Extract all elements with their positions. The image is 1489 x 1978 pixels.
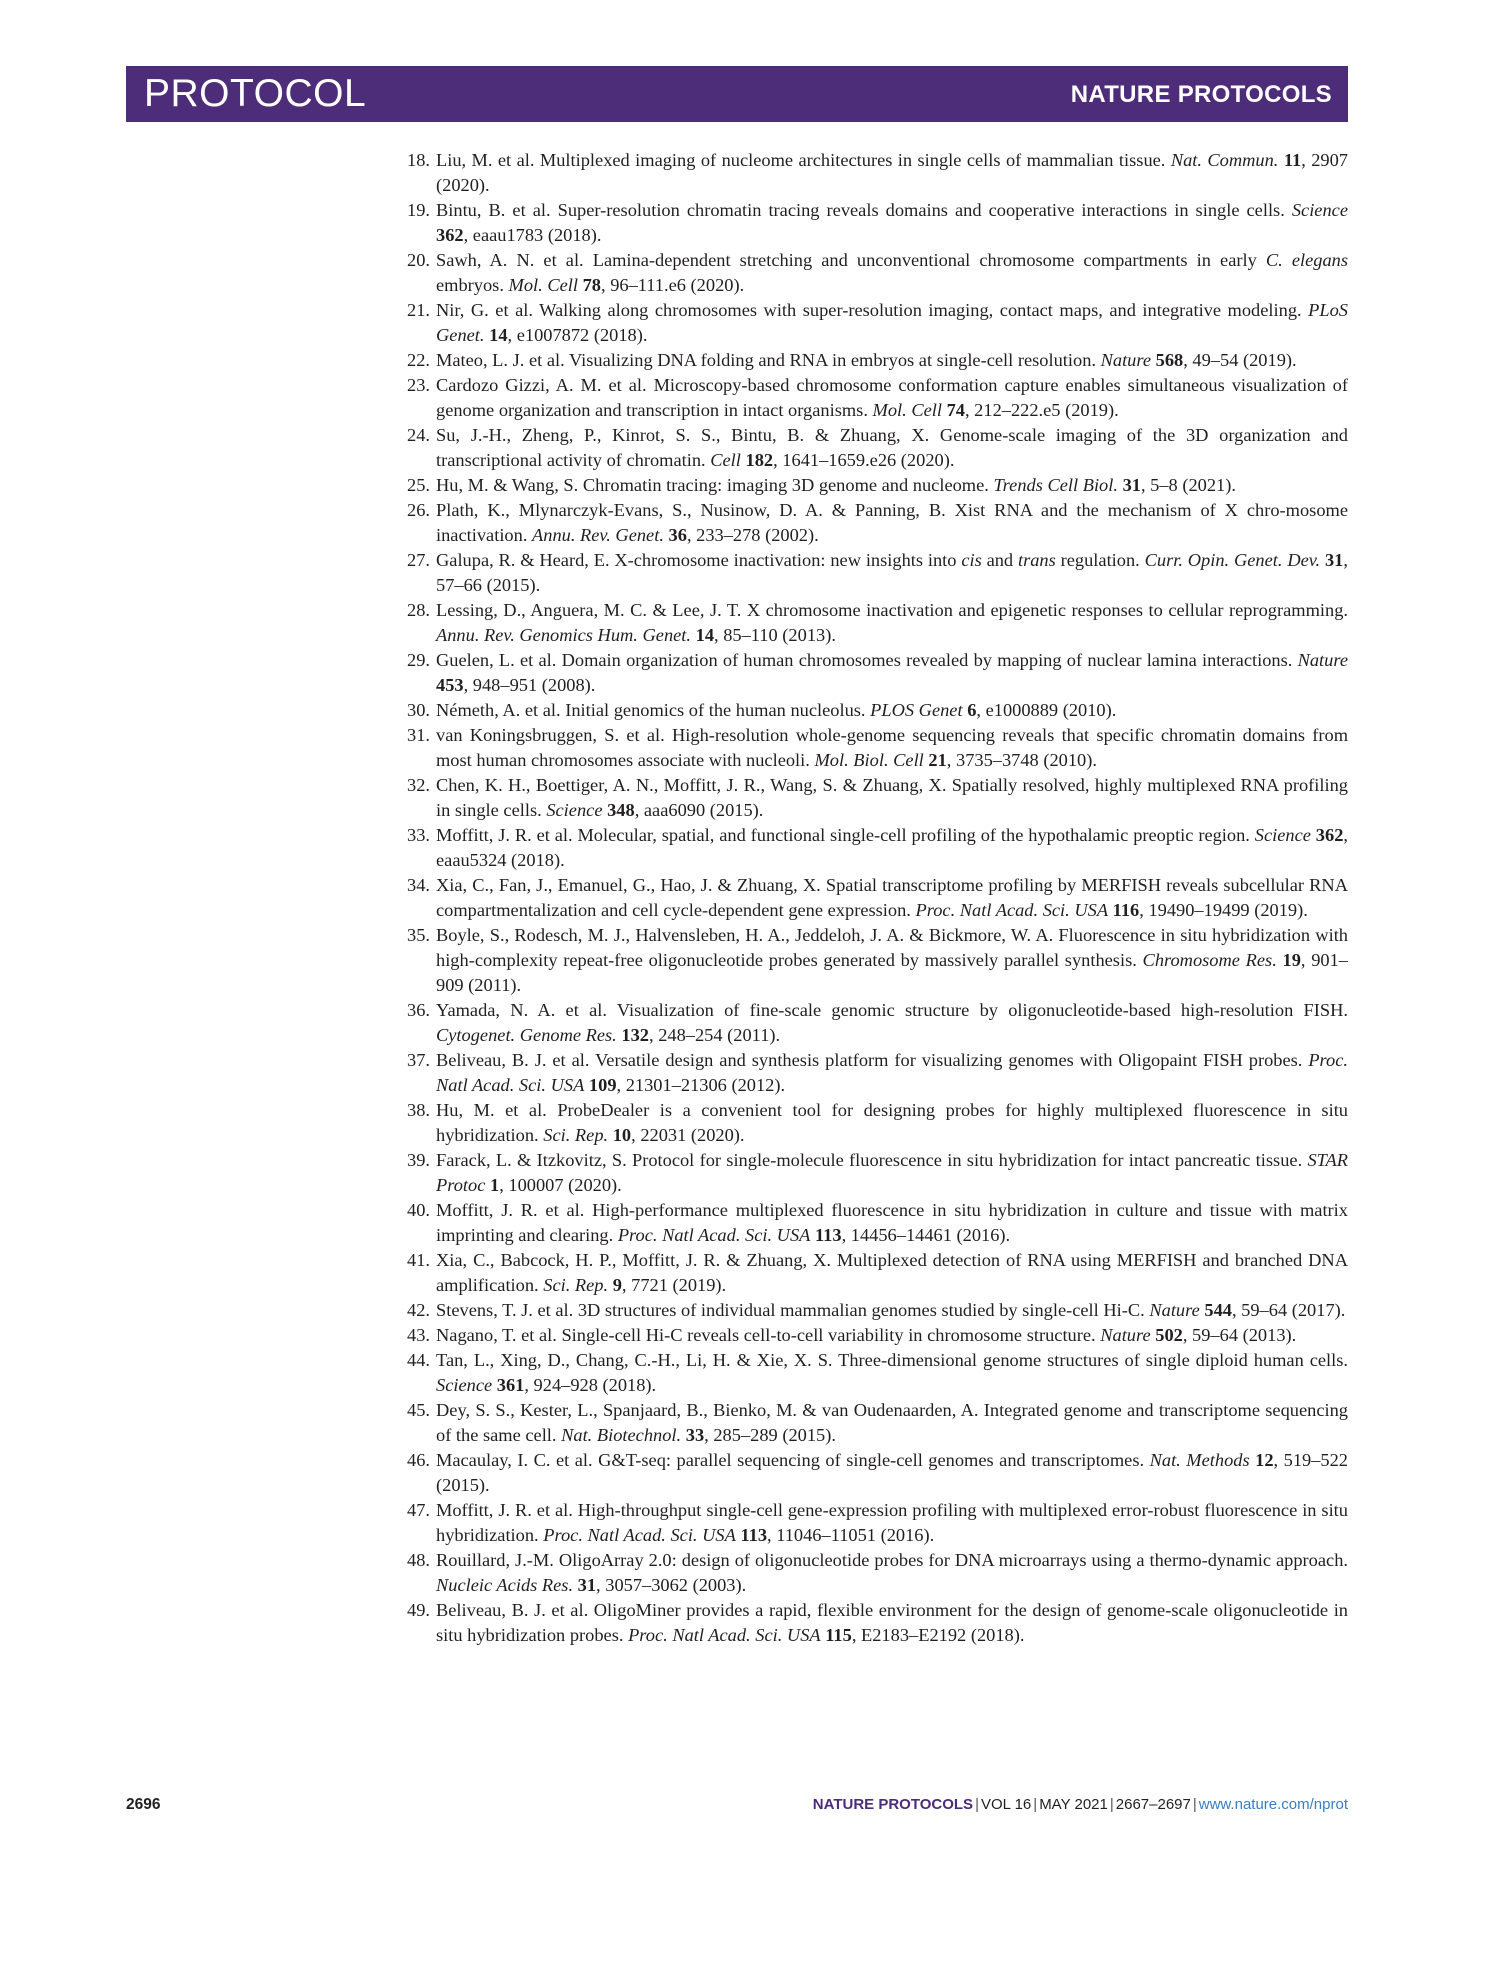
- reference-number: 29.: [407, 650, 430, 670]
- reference-number: 49.: [407, 1600, 430, 1620]
- reference-text: Macaulay, I. C. et al. G&T-seq: parallel sequencing of single-cell genomes and transcriptomes. Nat. Methods 12, 519–522 (2015).: [436, 1450, 1348, 1495]
- reference-text: Su, J.-H., Zheng, P., Kinrot, S. S., Bintu, B. & Zhuang, X. Genome-scale imaging of the 3D organization and transcriptional activity of chromatin. Cell 182, 1641–1659.e26 (2020).: [436, 425, 1348, 470]
- reference-item: [396, 298, 1348, 348]
- reference-item: [396, 1098, 1348, 1148]
- footer-journal: NATURE PROTOCOLS: [812, 1796, 974, 1813]
- reference-number: 35.: [407, 925, 430, 945]
- reference-item: [396, 1323, 1348, 1348]
- reference-text: Mateo, L. J. et al. Visualizing DNA folding and RNA in embryos at single-cell resolution. Nature 568, 49–54 (2019).: [436, 350, 1297, 370]
- reference-item: [396, 348, 1348, 373]
- reference-text: Dey, S. S., Kester, L., Spanjaard, B., Bienko, M. & van Oudenaarden, A. Integrated genome and transcriptome sequencing of the same cell. Nat. Biotechnol. 33, 285–289 (2015).: [436, 1400, 1348, 1445]
- reference-number: 26.: [407, 500, 430, 520]
- reference-text: Beliveau, B. J. et al. Versatile design and synthesis platform for visualizing genomes with Oligopaint FISH probes. Proc. Natl Acad. Sci. USA 109, 21301–21306 (2012).: [436, 1050, 1348, 1095]
- reference-number: 30.: [407, 700, 430, 720]
- reference-text: Tan, L., Xing, D., Chang, C.-H., Li, H. & Xie, X. S. Three-dimensional genome structures of single diploid human cells. Science 361, 924–928 (2018).: [436, 1350, 1348, 1395]
- footer-citation: [813, 1796, 1348, 1813]
- reference-number: 39.: [407, 1150, 430, 1170]
- reference-number: 48.: [407, 1550, 430, 1570]
- footer-pages: 2667–2697: [1115, 1796, 1191, 1813]
- reference-text: Chen, K. H., Boettiger, A. N., Moffitt, J. R., Wang, S. & Zhuang, X. Spatially resolved, highly multiplexed RNA profiling in single cells. Science 348, aaa6090 (2015).: [436, 775, 1348, 820]
- reference-item: [396, 1598, 1348, 1648]
- reference-item: [396, 998, 1348, 1048]
- reference-number: 22.: [407, 350, 430, 370]
- reference-item: [396, 1298, 1348, 1323]
- reference-number: 33.: [407, 825, 430, 845]
- reference-number: 47.: [407, 1500, 430, 1520]
- reference-item: [396, 1248, 1348, 1298]
- reference-text: Xia, C., Fan, J., Emanuel, G., Hao, J. & Zhuang, X. Spatial transcriptome profiling by MERFISH reveals subcellular RNA compartmentalization and cell cycle-dependent gene expression. Proc. Natl Acad. Sci. USA 116, 19490–19499 (2019).: [436, 875, 1348, 920]
- reference-number: 31.: [407, 725, 430, 745]
- reference-text: Lessing, D., Anguera, M. C. & Lee, J. T. X chromosome inactivation and epigenetic responses to cellular reprogramming. Annu. Rev. Genomics Hum. Genet. 14, 85–110 (2013).: [436, 600, 1348, 645]
- reference-number: 25.: [407, 475, 430, 495]
- reference-number: 42.: [407, 1300, 430, 1320]
- reference-item: [396, 823, 1348, 873]
- reference-text: Nir, G. et al. Walking along chromosomes with super-resolution imaging, contact maps, and integrative modeling. PLoS Genet. 14, e1007872 (2018).: [436, 300, 1348, 345]
- footer-volume: VOL 16: [980, 1796, 1032, 1813]
- reference-item: [396, 423, 1348, 473]
- reference-item: [396, 1198, 1348, 1248]
- reference-item: [396, 1548, 1348, 1598]
- journal-label: NATURE PROTOCOLS: [1070, 81, 1332, 108]
- reference-number: 44.: [407, 1350, 430, 1370]
- reference-text: Sawh, A. N. et al. Lamina-dependent stretching and unconventional chromosome compartments in early C. elegans embryos. Mol. Cell 78, 96–111.e6 (2020).: [436, 250, 1348, 295]
- reference-number: 18.: [407, 150, 430, 170]
- reference-item: [396, 148, 1348, 198]
- reference-text: Németh, A. et al. Initial genomics of the human nucleolus. PLOS Genet 6, e1000889 (2010).: [436, 700, 1117, 720]
- reference-text: Liu, M. et al. Multiplexed imaging of nucleome architectures in single cells of mammalian tissue. Nat. Commun. 11, 2907 (2020).: [436, 150, 1349, 195]
- footer-separator: |: [1109, 1796, 1114, 1813]
- reference-item: [396, 373, 1348, 423]
- reference-item: [396, 698, 1348, 723]
- reference-number: 28.: [407, 600, 430, 620]
- reference-text: Moffitt, J. R. et al. High-throughput single-cell gene-expression profiling with multiplexed error-robust fluorescence in situ hybridization. Proc. Natl Acad. Sci. USA 113, 11046–11051 (2016).: [436, 1500, 1348, 1545]
- reference-text: Galupa, R. & Heard, E. X-chromosome inactivation: new insights into cis and trans regulation. Curr. Opin. Genet. Dev. 31, 57–66 (2015).: [436, 550, 1348, 595]
- reference-item: [396, 873, 1348, 923]
- reference-number: 24.: [407, 425, 430, 445]
- reference-item: [396, 1048, 1348, 1098]
- reference-item: [396, 1398, 1348, 1448]
- reference-number: 37.: [407, 1050, 430, 1070]
- reference-text: van Koningsbruggen, S. et al. High-resolution whole-genome sequencing reveals that specific chromatin domains from most human chromosomes associate with nucleoli. Mol. Biol. Cell 21, 3735–3748 (2010).: [436, 725, 1348, 770]
- reference-text: Moffitt, J. R. et al. Molecular, spatial, and functional single-cell profiling of the hypothalamic preoptic region. Science 362, eaau5324 (2018).: [436, 825, 1348, 870]
- reference-item: [396, 773, 1348, 823]
- footer-separator: |: [1192, 1796, 1197, 1813]
- reference-number: 23.: [407, 375, 430, 395]
- reference-text: Stevens, T. J. et al. 3D structures of individual mammalian genomes studied by single-cell Hi-C. Nature 544, 59–64 (2017).: [436, 1300, 1346, 1320]
- page-number: 2696: [126, 1796, 161, 1813]
- reference-number: 41.: [407, 1250, 430, 1270]
- reference-text: Rouillard, J.-M. OligoArray 2.0: design of oligonucleotide probes for DNA microarrays using a thermo-dynamic approach. Nucleic Acids Res. 31, 3057–3062 (2003).: [436, 1550, 1348, 1595]
- footer-separator: |: [975, 1796, 979, 1813]
- reference-item: [396, 248, 1348, 298]
- reference-number: 45.: [407, 1400, 430, 1420]
- reference-item: [396, 598, 1348, 648]
- reference-number: 38.: [407, 1100, 430, 1120]
- reference-number: 32.: [407, 775, 430, 795]
- reference-item: [396, 498, 1348, 548]
- reference-text: Moffitt, J. R. et al. High-performance multiplexed fluorescence in situ hybridization in culture and tissue with matrix imprinting and clearing. Proc. Natl Acad. Sci. USA 113, 14456–14461 (2016).: [436, 1200, 1348, 1245]
- reference-text: Xia, C., Babcock, H. P., Moffitt, J. R. & Zhuang, X. Multiplexed detection of RNA using MERFISH and branched DNA amplification. Sci. Rep. 9, 7721 (2019).: [436, 1250, 1348, 1295]
- reference-item: [396, 648, 1348, 698]
- reference-text: Bintu, B. et al. Super-resolution chromatin tracing reveals domains and cooperative interactions in single cells. Science 362, eaau1783 (2018).: [436, 200, 1348, 245]
- footer-url-link[interactable]: www.nature.com/nprot: [1198, 1796, 1348, 1813]
- reference-text: Boyle, S., Rodesch, M. J., Halvensleben, H. A., Jeddeloh, J. A. & Bickmore, W. A. Fluorescence in situ hybridization with high-complexity repeat-free oligonucleotide probes generated by massively parallel synthesis. Chromosome Res. 19, 901–909 (2011).: [436, 925, 1349, 995]
- header-bar: [126, 66, 1348, 122]
- reference-text: Farack, L. & Itzkovitz, S. Protocol for single-molecule fluorescence in situ hybridization for intact pancreatic tissue. STAR Protoc 1, 100007 (2020).: [436, 1150, 1348, 1195]
- reference-text: Beliveau, B. J. et al. OligoMiner provides a rapid, flexible environment for the design of genome-scale oligonucleotide in situ hybridization probes. Proc. Natl Acad. Sci. USA 115, E2183–E2192 (2018).: [436, 1600, 1348, 1645]
- reference-number: 36.: [407, 1000, 430, 1020]
- reference-text: Guelen, L. et al. Domain organization of human chromosomes revealed by mapping of nuclear lamina interactions. Nature 453, 948–951 (2008).: [436, 650, 1348, 695]
- reference-item: [396, 723, 1348, 773]
- reference-text: Hu, M. et al. ProbeDealer is a convenient tool for designing probes for highly multiplexed fluorescence in situ hybridization. Sci. Rep. 10, 22031 (2020).: [436, 1100, 1348, 1145]
- reference-number: 43.: [407, 1325, 430, 1345]
- reference-number: 40.: [407, 1200, 430, 1220]
- footer-issue-date: MAY 2021: [1039, 1796, 1108, 1813]
- footer-separator: |: [1033, 1796, 1038, 1813]
- reference-text: Hu, M. & Wang, S. Chromatin tracing: imaging 3D genome and nucleome. Trends Cell Biol. 31, 5–8 (2021).: [436, 475, 1236, 495]
- reference-number: 21.: [407, 300, 430, 320]
- reference-item: [396, 1148, 1348, 1198]
- reference-item: [396, 923, 1348, 998]
- page-footer: [126, 1796, 1348, 1820]
- reference-item: [396, 473, 1348, 498]
- reference-item: [396, 198, 1348, 248]
- reference-number: 27.: [407, 550, 430, 570]
- reference-text: Plath, K., Mlynarczyk-Evans, S., Nusinow, D. A. & Panning, B. Xist RNA and the mechanism of X chro-mosome inactivation. Annu. Rev. Genet. 36, 233–278 (2002).: [436, 500, 1348, 545]
- reference-list: [396, 148, 1348, 1648]
- reference-text: Nagano, T. et al. Single-cell Hi-C reveals cell-to-cell variability in chromosome structure. Nature 502, 59–64 (2013).: [436, 1325, 1297, 1345]
- reference-number: 19.: [407, 200, 430, 220]
- reference-text: Cardozo Gizzi, A. M. et al. Microscopy-based chromosome conformation capture enables simultaneous visualization of genome organization and transcription in intact organisms. Mol. Cell 74, 212–222.e5 (2019).: [436, 375, 1348, 420]
- reference-text: Yamada, N. A. et al. Visualization of fine-scale genomic structure by oligonucleotide-based high-resolution FISH. Cytogenet. Genome Res. 132, 248–254 (2011).: [436, 1000, 1348, 1045]
- reference-item: [396, 1348, 1348, 1398]
- reference-number: 34.: [407, 875, 430, 895]
- reference-number: 20.: [407, 250, 430, 270]
- section-label: PROTOCOL: [144, 72, 367, 115]
- reference-item: [396, 1448, 1348, 1498]
- reference-number: 46.: [407, 1450, 430, 1470]
- reference-item: [396, 1498, 1348, 1548]
- reference-item: [396, 548, 1348, 598]
